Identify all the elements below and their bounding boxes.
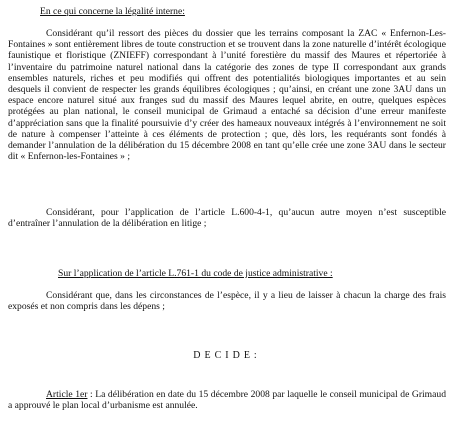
article-1er-text: : La délibération en date du 15 décembre 2008 par laquelle le conseil municipal de Grimaud a approuvé le plan local d’urbanisme est annulée. bbox=[8, 389, 446, 412]
paragraph-considerant-znieff bbox=[8, 28, 446, 162]
heading-legalite-interne: En ce qui concerne la légalité interne: bbox=[40, 6, 185, 17]
paragraph-considerant-l600 bbox=[8, 207, 446, 229]
paragraph-considerant-frais bbox=[8, 290, 446, 312]
decide-heading: DECIDE: bbox=[193, 350, 261, 361]
heading-article-l761: Sur l’application de l’article L.761-1 du code de justice administrative : bbox=[58, 268, 333, 279]
article-1er-label: Article 1er bbox=[46, 389, 88, 400]
paragraph-text: Considérant que, dans les circonstances de l’espèce, il y a lieu de laisser à chacun la charge des frais exposés et non compris dans les dépens ; bbox=[8, 290, 446, 313]
paragraph-article-1er bbox=[8, 389, 446, 411]
paragraph-text: Considérant, pour l’application de l’article L.600-4-1, qu’aucun autre moyen n’est susceptible d’entraîner l’annulation de la délibération en litige ; bbox=[8, 207, 446, 230]
paragraph-text: Considérant qu’il ressort des pièces du dossier que les terrains composant la ZAC « Enfernon-Les-Fontaines » sont entièrement libres de toute construction et se trouvent dans la zone naturelle d’intérêt écologique faunistique et floristique (ZNIEFF) correspondant à l’unité forestière du massif des Maures et répertoriée à l’inventaire du patrimoine naturel national dans la catégorie des zones de type II correspondant aux grands ensembles naturels, riches et peu modifiés qui offrent des potentialités biologiques importantes et au sein desquels il convient de respecter les grands équilibres écologiques ; qu’ainsi, en créant une zone 3AU dans un espace encore naturel situé aux franges sud du massif des Maures lequel abrite, en outre, quelques espèces protégées au plan national, le conseil municipal de Grimaud a entaché sa décision d’une erreur manifeste d’appréciation sans que la finalité poursuivie d’y créer des hameaux nouveaux intégrés à l’environnement ne soit de nature à compenser l’atteinte à ces éléments de protection ; que, dès lors, les requérants sont fondés à demander l’annulation de la délibération du 15 décembre 2008 en tant qu’elle crée une zone 3AU dans le secteur dit « Enfernon-les-Fontaines » ; bbox=[8, 28, 446, 163]
